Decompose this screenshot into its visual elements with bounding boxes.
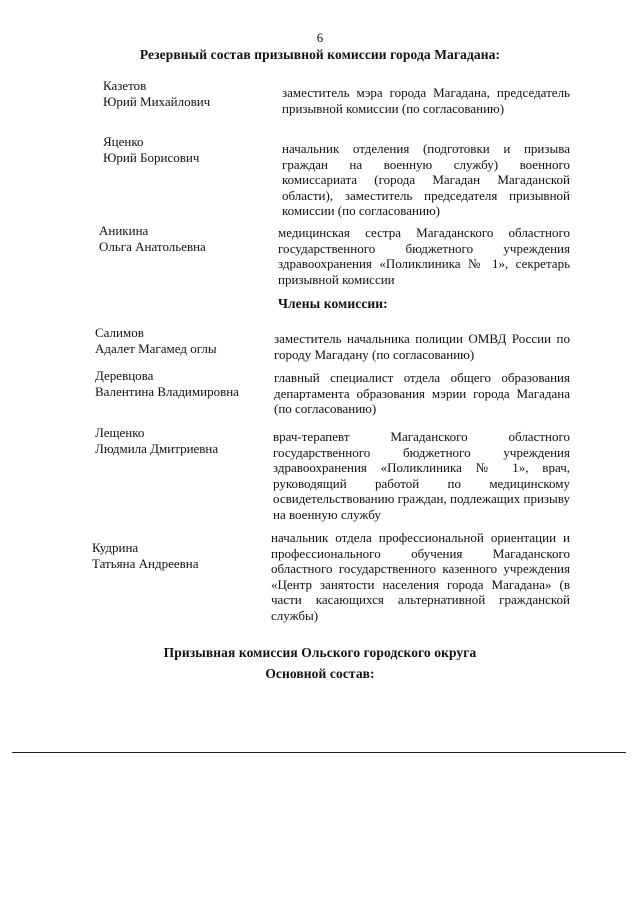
person-given-name: Ольга Анатольевна (99, 238, 206, 254)
person-given-name: Юрий Борисович (103, 149, 200, 165)
person-given-name: Татьяна Андреевна (92, 555, 199, 571)
person-name (92, 540, 198, 571)
person-surname: Лещенко (95, 425, 145, 440)
person-name (103, 134, 199, 165)
person-role: главный специалист отдела общего образования департамента образования мэрии города Магадана (по согласованию) (274, 370, 570, 416)
person-given-name: Валентина Владимировна (95, 383, 239, 399)
members-heading: Члены комиссии: (278, 296, 388, 311)
person-role: начальник отделения (подготовки и призыва граждан на военную службу) военного комиссариата (города Магадан Магаданской области), заместитель председателя призывной комиссии (по согласованию) (282, 141, 570, 218)
person-given-name: Людмила Дмитриевна (95, 440, 219, 456)
person-name (95, 368, 239, 399)
person-name (99, 223, 206, 254)
person-surname: Яценко (103, 134, 144, 149)
main-composition-heading: Основной состав: (265, 666, 375, 681)
person-name (95, 425, 218, 456)
person-role: начальник отдела профессиональной ориентации и профессионального обучения Магаданского областного государственного казенного учреждения «Центр занятости населения города Магадана» (в части касающихся альтернативной гражданской службы) (271, 530, 570, 623)
person-name (103, 78, 210, 109)
person-name (95, 325, 217, 356)
person-surname: Деревцова (95, 368, 154, 383)
person-role: заместитель начальника полиции ОМВД России по городу Магадану (по согласованию) (274, 331, 570, 362)
person-surname: Казетов (103, 78, 147, 93)
person-given-name: Адалет Магамед оглы (95, 340, 217, 356)
person-role: медицинская сестра Магаданского областного государственного бюджетного учреждения здравоохранения «Поликлиника № 1», секретарь призывной комиссии (278, 225, 570, 287)
olsky-heading: Призывная комиссия Ольского городского округа (163, 645, 477, 660)
person-given-name: Юрий Михайлович (103, 93, 211, 109)
person-role: врач-терапевт Магаданского областного государственного бюджетного учреждения здравоохранения «Поликлиника № 1», врач, руководящий работой по медицинскому освидетельствованию граждан, подлежащих призыву на военную службу (273, 429, 570, 522)
page-number: 6 (316, 30, 324, 45)
person-surname: Салимов (95, 325, 144, 340)
person-role: заместитель мэра города Магадана, председатель призывной комиссии (по согласованию) (282, 85, 570, 116)
footer-divider (12, 752, 626, 753)
person-surname: Аникина (99, 223, 149, 238)
person-surname: Кудрина (92, 540, 139, 555)
reserve-heading: Резервный состав призывной комиссии города Магадана: (139, 47, 501, 62)
